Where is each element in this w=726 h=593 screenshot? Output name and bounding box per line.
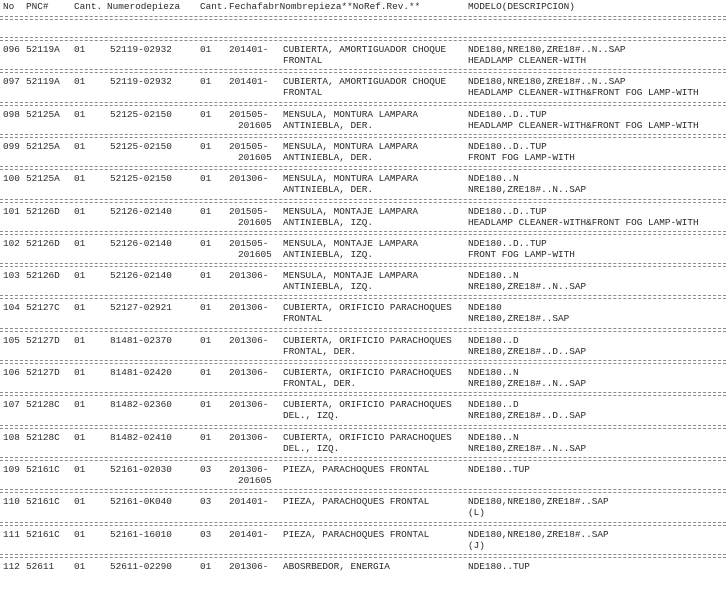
row-cant-required: 01 <box>200 108 212 120</box>
row-model-cont: FRONT FOG LAMP-WITH <box>468 151 575 163</box>
row-part-name: PIEZA, PARACHOQUES FRONTAL <box>283 496 430 508</box>
row-model-cont: FRONT FOG LAMP-WITH <box>468 248 575 260</box>
row-part-name-cont: ANTINIEBLA, DER. <box>283 151 374 163</box>
row-part-name-cont: DEL., IZQ. <box>283 442 340 454</box>
table-row <box>0 141 726 173</box>
row-part-name: CUBIERTA, AMORTIGUADOR CHOQUE <box>283 44 447 55</box>
header-rule <box>0 16 726 17</box>
row-model-cont: NRE180,ZRE18#..D..SAP <box>468 410 587 422</box>
row-date-to: 201605 <box>238 216 272 228</box>
row-part-number: 52125-02150 <box>110 108 172 120</box>
row-part-name: MENSULA, MONTAJE LAMPARA <box>283 237 419 249</box>
row-part-name: PIEZA, PARACHOQUES FRONTAL <box>283 463 430 475</box>
row-model: NDE180,NRE180,ZRE18#..N..SAP <box>468 76 626 88</box>
row-model: NDE180..D <box>468 399 519 411</box>
row-cant-required: 01 <box>200 44 212 55</box>
row-no: 108 <box>3 431 20 443</box>
row-part-name-cont: ANTINIEBLA, IZQ. <box>283 248 374 260</box>
table-row <box>0 561 726 593</box>
row-part-number: 52126-02140 <box>110 205 172 217</box>
table-row <box>0 270 726 302</box>
row-cant: 01 <box>74 367 86 378</box>
header-no: No <box>3 1 15 12</box>
row-pnc: 52119A <box>26 44 60 55</box>
header-fecha-nombre: FechafabrNombrepieza**NoRef.Rev.** <box>229 1 421 12</box>
row-part-name-cont: FRONTAL <box>283 313 323 325</box>
row-pnc: 52127D <box>26 334 60 346</box>
row-cant: 01 <box>74 399 86 411</box>
row-part-number: 52119-02932 <box>110 44 172 55</box>
row-no: 102 <box>3 237 20 249</box>
row-model: NDE180,NRE180,ZRE18#..SAP <box>468 528 609 540</box>
row-pnc: 52119A <box>26 76 60 88</box>
row-separator <box>0 489 726 490</box>
table-row <box>0 432 726 464</box>
row-part-number: 52161-0K040 <box>110 496 172 508</box>
table-row <box>0 206 726 238</box>
row-model: NDE180..TUP <box>468 463 530 475</box>
row-cant: 01 <box>74 270 86 282</box>
row-part-name: MENSULA, MONTAJE LAMPARA <box>283 270 419 282</box>
row-part-name: MENSULA, MONTAJE LAMPARA <box>283 205 419 217</box>
row-no: 101 <box>3 205 20 217</box>
row-model-cont: NRE180,ZRE18#..SAP <box>468 313 570 325</box>
row-no: 100 <box>3 173 20 185</box>
column-header-row <box>0 1 726 13</box>
row-model: NDE180..N <box>468 270 519 282</box>
row-model-cont: NRE180,ZRE18#..N..SAP <box>468 378 587 389</box>
row-no: 107 <box>3 399 20 411</box>
row-date-from: 201505- <box>229 108 269 120</box>
row-model: NDE180..N <box>468 431 519 443</box>
row-pnc: 52161C <box>26 463 60 475</box>
row-cant-required: 01 <box>200 367 212 378</box>
row-cant-required: 01 <box>200 302 212 314</box>
table-row <box>0 302 726 334</box>
header-pnc: PNC# <box>26 1 49 12</box>
row-model-cont: HEADLAMP CLEANER-WITH&FRONT FOG LAMP-WITH <box>468 119 699 131</box>
row-cant-required: 03 <box>200 496 212 508</box>
row-model: NDE180..N <box>468 367 519 378</box>
row-pnc: 52126D <box>26 237 60 249</box>
row-separator <box>0 37 726 38</box>
row-cant-required: 01 <box>200 560 212 572</box>
row-pnc: 52126D <box>26 205 60 217</box>
header-modelo: MODELO(DESCRIPCION) <box>468 1 575 12</box>
table-row <box>0 529 726 561</box>
row-date-from: 201401- <box>229 528 269 540</box>
table-row <box>0 335 726 367</box>
table-row <box>0 238 726 270</box>
row-part-number: 81482-02360 <box>110 399 172 411</box>
row-model: NDE180..D..TUP <box>468 108 547 120</box>
table-row <box>0 367 726 399</box>
row-pnc: 52127D <box>26 367 60 378</box>
row-part-number: 52126-02140 <box>110 270 172 282</box>
table-row <box>0 464 726 496</box>
row-part-name-cont: ANTINIEBLA, IZQ. <box>283 281 374 293</box>
row-separator <box>0 522 726 523</box>
row-separator <box>0 199 726 200</box>
row-pnc: 52128C <box>26 399 60 411</box>
row-no: 105 <box>3 334 20 346</box>
row-cant: 01 <box>74 44 86 55</box>
row-date-to: 201605 <box>238 474 272 486</box>
row-part-number: 81481-02420 <box>110 367 172 378</box>
row-cant-required: 01 <box>200 205 212 217</box>
table-row <box>0 496 726 528</box>
row-cant: 01 <box>74 302 86 314</box>
row-model: NDE180..D <box>468 334 519 346</box>
row-model-cont: NRE180,ZRE18#..D..SAP <box>468 345 587 357</box>
row-pnc: 52125A <box>26 140 60 152</box>
row-model: NDE180..D..TUP <box>468 205 547 217</box>
table-row <box>0 109 726 141</box>
row-no: 103 <box>3 270 20 282</box>
row-pnc: 52126D <box>26 270 60 282</box>
row-pnc: 52125A <box>26 108 60 120</box>
row-no: 110 <box>3 496 20 508</box>
row-model: NDE180 <box>468 302 502 314</box>
row-date-from: 201401- <box>229 44 269 55</box>
table-row <box>0 173 726 205</box>
row-pnc: 52128C <box>26 431 60 443</box>
row-separator <box>0 231 726 232</box>
row-separator <box>0 457 726 458</box>
row-separator <box>0 295 726 296</box>
row-part-name: ABOSRBEDOR, ENERGIA <box>283 560 390 572</box>
row-no: 099 <box>3 140 20 152</box>
row-part-number: 52611-02290 <box>110 560 172 572</box>
row-cant-required: 01 <box>200 173 212 185</box>
row-part-name: CUBIERTA, ORIFICIO PARACHOQUES <box>283 334 452 346</box>
row-date-to: 201605 <box>238 119 272 131</box>
row-pnc: 52127C <box>26 302 60 314</box>
row-separator <box>0 166 726 167</box>
row-part-name: MENSULA, MONTURA LAMPARA <box>283 173 419 185</box>
row-cant: 01 <box>74 173 86 185</box>
row-date-to: 201605 <box>238 151 272 163</box>
row-part-number: 52161-02030 <box>110 463 172 475</box>
row-part-number: 81482-02410 <box>110 431 172 443</box>
row-cant: 01 <box>74 76 86 88</box>
row-part-number: 52125-02150 <box>110 173 172 185</box>
row-part-name: PIEZA, PARACHOQUES FRONTAL <box>283 528 430 540</box>
row-part-name: CUBIERTA, ORIFICIO PARACHOQUES <box>283 302 452 314</box>
row-date-to: 201605 <box>238 248 272 260</box>
row-cant: 01 <box>74 237 86 249</box>
row-model-cont: (L) <box>468 507 485 519</box>
row-date-from: 201401- <box>229 76 269 88</box>
row-part-name: MENSULA, MONTURA LAMPARA <box>283 108 419 120</box>
row-date-from: 201306- <box>229 431 269 443</box>
row-cant-required: 01 <box>200 270 212 282</box>
row-part-number: 52126-02140 <box>110 237 172 249</box>
row-no: 109 <box>3 463 20 475</box>
row-separator <box>0 263 726 264</box>
row-part-name: CUBIERTA, ORIFICIO PARACHOQUES <box>283 399 452 411</box>
table-row <box>0 76 726 108</box>
row-date-from: 201306- <box>229 560 269 572</box>
row-cant: 01 <box>74 334 86 346</box>
row-part-name: CUBIERTA, ORIFICIO PARACHOQUES <box>283 367 452 378</box>
row-part-name: CUBIERTA, ORIFICIO PARACHOQUES <box>283 431 452 443</box>
row-cant-required: 01 <box>200 237 212 249</box>
row-date-from: 201306- <box>229 270 269 282</box>
row-date-from: 201306- <box>229 463 269 475</box>
row-model-cont: (J) <box>468 539 485 551</box>
row-date-from: 201306- <box>229 334 269 346</box>
row-separator <box>0 360 726 361</box>
row-part-name-cont: FRONTAL <box>283 87 323 99</box>
row-model-cont: HEADLAMP CLEANER-WITH&FRONT FOG LAMP-WITH <box>468 216 699 228</box>
row-date-from: 201306- <box>229 302 269 314</box>
row-cant: 01 <box>74 496 86 508</box>
row-model-cont: NRE180,ZRE18#..N..SAP <box>468 442 587 454</box>
row-pnc: 52125A <box>26 173 60 185</box>
row-date-from: 201306- <box>229 367 269 378</box>
row-cant-required: 01 <box>200 140 212 152</box>
row-part-name-cont: FRONTAL, DER. <box>283 378 357 389</box>
row-no: 097 <box>3 76 20 88</box>
row-part-name: MENSULA, MONTURA LAMPARA <box>283 140 419 152</box>
row-part-number: 52125-02150 <box>110 140 172 152</box>
row-part-number: 81481-02370 <box>110 334 172 346</box>
row-no: 104 <box>3 302 20 314</box>
row-part-name-cont: ANTINIEBLA, DER. <box>283 184 374 196</box>
row-pnc: 52161C <box>26 496 60 508</box>
row-model: NDE180..D..TUP <box>468 237 547 249</box>
row-part-number: 52119-02932 <box>110 76 172 88</box>
row-cant: 01 <box>74 140 86 152</box>
row-separator <box>0 554 726 555</box>
row-separator <box>0 69 726 70</box>
row-separator <box>0 328 726 329</box>
row-separator <box>0 102 726 103</box>
row-model: NDE180..N <box>468 173 519 185</box>
row-separator <box>0 425 726 426</box>
row-date-from: 201505- <box>229 237 269 249</box>
row-part-name-cont: FRONTAL <box>283 55 323 66</box>
row-cant: 01 <box>74 528 86 540</box>
row-model: NDE180..TUP <box>468 560 530 572</box>
table-row <box>0 399 726 431</box>
row-cant-required: 01 <box>200 334 212 346</box>
row-pnc: 52611 <box>26 560 55 572</box>
row-cant: 01 <box>74 108 86 120</box>
row-no: 111 <box>3 528 20 540</box>
row-part-name-cont: FRONTAL, DER. <box>283 345 357 357</box>
row-cant-required: 03 <box>200 463 212 475</box>
row-date-from: 201505- <box>229 205 269 217</box>
row-separator <box>0 392 726 393</box>
row-model: NDE180,NRE180,ZRE18#..SAP <box>468 496 609 508</box>
row-date-from: 201401- <box>229 496 269 508</box>
row-no: 106 <box>3 367 20 378</box>
row-date-from: 201505- <box>229 140 269 152</box>
row-part-number: 52161-16010 <box>110 528 172 540</box>
header-numero: Numerodepieza <box>107 1 181 12</box>
table-row <box>0 44 726 76</box>
row-model-cont: NRE180,ZRE18#..N..SAP <box>468 281 587 293</box>
row-cant-required: 01 <box>200 431 212 443</box>
header-cant: Cant. <box>74 1 103 12</box>
row-cant: 01 <box>74 205 86 217</box>
row-pnc: 52161C <box>26 528 60 540</box>
row-no: 112 <box>3 560 20 572</box>
row-cant: 01 <box>74 463 86 475</box>
row-no: 098 <box>3 108 20 120</box>
row-cant: 01 <box>74 560 86 572</box>
row-date-from: 201306- <box>229 173 269 185</box>
row-model: NDE180,NRE180,ZRE18#..N..SAP <box>468 44 626 55</box>
row-part-name: CUBIERTA, AMORTIGUADOR CHOQUE <box>283 76 447 88</box>
row-model: NDE180..D..TUP <box>468 140 547 152</box>
row-date-from: 201306- <box>229 399 269 411</box>
row-part-name-cont: DEL., IZQ. <box>283 410 340 422</box>
row-no: 096 <box>3 44 20 55</box>
row-model-cont: HEADLAMP CLEANER-WITH&FRONT FOG LAMP-WITH <box>468 87 699 99</box>
row-model-cont: HEADLAMP CLEANER-WITH <box>468 55 587 66</box>
row-separator <box>0 134 726 135</box>
row-cant-required: 01 <box>200 399 212 411</box>
row-cant-required: 01 <box>200 76 212 88</box>
row-model-cont: NRE180,ZRE18#..N..SAP <box>468 184 587 196</box>
row-cant: 01 <box>74 431 86 443</box>
row-cant-required: 03 <box>200 528 212 540</box>
row-part-name-cont: ANTINIEBLA, IZQ. <box>283 216 374 228</box>
header-cant2: Cant. <box>200 1 229 12</box>
row-part-name-cont: ANTINIEBLA, DER. <box>283 119 374 131</box>
row-part-number: 52127-02921 <box>110 302 172 314</box>
